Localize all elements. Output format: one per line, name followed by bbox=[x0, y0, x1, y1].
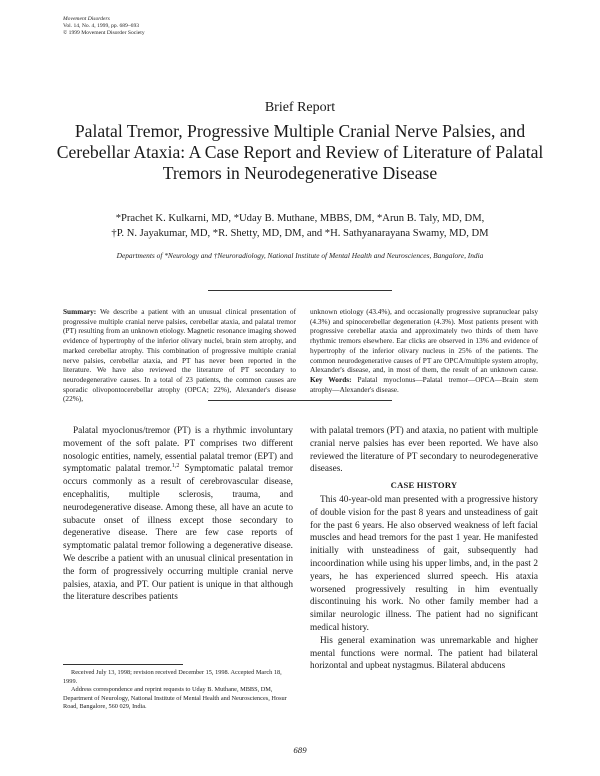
intro-text: Palatal myoclonus/tremor (PT) is a rhythmic involuntary movement of the soft palate. PT comprises two different nosologic entities, namely, essential palatal tremor (EPT) and symptomatic palatal tremor. bbox=[63, 426, 293, 475]
keywords-text: Palatal myoclonus—Palatal tremor—OPCA—Brain stem atrophy—Alexander's disease. bbox=[310, 374, 538, 394]
page-number: 689 bbox=[293, 745, 307, 755]
journal-header bbox=[63, 16, 145, 37]
footnote-received: Received July 13, 1998; revision received December 15, 1998. Accepted March 18, 1999. bbox=[63, 669, 282, 685]
author-list bbox=[60, 211, 540, 241]
abstract-left-column bbox=[63, 307, 296, 404]
journal-copyright: © 1999 Movement Disorder Society bbox=[63, 30, 145, 36]
keywords-label: Key Words: bbox=[310, 374, 358, 384]
author-line-1: *Prachet K. Kulkarni, MD, *Uday B. Muthane, MBBS, DM, *Arun B. Taly, MD, DM, bbox=[115, 213, 485, 224]
abstract-bottom-rule bbox=[208, 400, 392, 401]
body-right-column bbox=[310, 425, 538, 673]
abstract-text-2: unknown etiology (43.4%), and occasionally progressive supranuclear palsy (4.3%) and spinocerebellar degeneration (4.3%). Most patients present with progressive cerebellar ataxia and approximately two thirds of them have rhythmic tremors elsewhere. Ear clicks are observed in 13% and evidence of hypertrophy of the inferior olivary nucleus in 25% of the patients. The common neurodegenerative causes of PT are OPCA/multiple system atrophy, Alexander's disease, and, in most of them, the result of an unknown cause. bbox=[310, 307, 538, 375]
intro-paragraph-cont: with palatal tremors (PT) and ataxia, no patient with multiple cranial nerve palsies has ever been reported. We have also reviewed the literature of PT secondary to neurodegenerative diseases. bbox=[310, 426, 538, 475]
footnote-rule bbox=[63, 664, 183, 665]
abstract-right-column bbox=[310, 307, 538, 394]
intro-text-cont: Symptomatic palatal tremor occurs commonly as a result of cerebrovascular disease, encephalitis, multiple sclerosis, trauma, and neurodegenerative disease. Among these, all have an acute to subacute onset of illness except those secondary to degenerative disease. There are few case reports of symptomatic palatal tremor following a degenerative disease. We describe a patient with an unusual clinical presentation in the form of progressively occurring multiple cranial nerve palsies, ataxia, and PT. Our patient is unique in that although the literature describes patients bbox=[63, 464, 294, 603]
section-label: Brief Report bbox=[264, 100, 336, 115]
body-left-column bbox=[63, 425, 293, 604]
author-line-2: †P. N. Jayakumar, MD, *R. Shetty, MD, DM, and *H. Sathyanarayana Swamy, MD, DM bbox=[111, 228, 489, 239]
case-history-heading: CASE HISTORY bbox=[390, 480, 458, 491]
case-paragraph-1: This 40-year-old man presented with a progressive history of double vision for the past 8 years and unsteadiness of gait for the past 6 years. He also observed weakness of left facial muscles and head tremors for the past 1 year. He manifested initially with unsteadiness of gait, subsequently had incoordination while using his upper limbs, and, in the past 2 years, he has experienced slurred speech. His ataxia worsened progressively resulting in him eventually discontinuing his work. No other family member had a similar neurologic illness. The patient had no significant medical history. bbox=[310, 494, 538, 633]
intro-paragraph bbox=[63, 425, 293, 604]
case-paragraph-2: His general examination was unremarkable and higher mental functions were normal. The patient had bilateral horizontal and upbeat nystagmus. Bilateral abducens bbox=[310, 635, 538, 672]
abstract-text-1: We describe a patient with an unusual clinical presentation of progressive multiple cranial nerve palsies, cerebellar ataxia, and palatal tremor (PT) resulting from an unknown etiology. Magnetic resonance imaging showed evidence of hypertrophy of the inferior olivary nuclei, brain stem atrophy, and marked cerebellar atrophy. This combination of progressive multiple cranial nerve palsies, cerebellar ataxia, and PT has never been reported in the literature. We have also reviewed the literature of PT secondary to neurodegenerative causes. In a total of 23 patients, the common causes are sporadic olivopontocerebellar atrophy (OPCA; 22%), Alexander's disease (22%), bbox=[63, 307, 296, 404]
journal-name: Movement Disorders bbox=[63, 16, 110, 22]
article-title: Palatal Tremor, Progressive Multiple Cranial Nerve Palsies, and Cerebellar Ataxia: A Case Report and Review of Literature of Palatal Tremors in Neurodegenerative Disease bbox=[56, 121, 544, 183]
journal-volume: Vol. 14, No. 4, 1999, pp. 689–693 bbox=[63, 23, 140, 29]
footnotes bbox=[63, 669, 293, 712]
intro-ref: 1,2 bbox=[171, 463, 180, 470]
abstract-label: Summary: bbox=[63, 307, 100, 316]
footnote-address: Address correspondence and reprint requests to Uday B. Muthane, MBBS, DM, Department of Neurology, National Institute of Mental Health and Neurosciences, Hosur Road, Bangalore, 560 029, India. bbox=[63, 686, 287, 711]
abstract-top-rule bbox=[208, 290, 392, 291]
affiliation: Departments of *Neurology and †Neuroradiology, National Institute of Mental Health and Neurosciences, Bangalore, India bbox=[116, 251, 484, 260]
